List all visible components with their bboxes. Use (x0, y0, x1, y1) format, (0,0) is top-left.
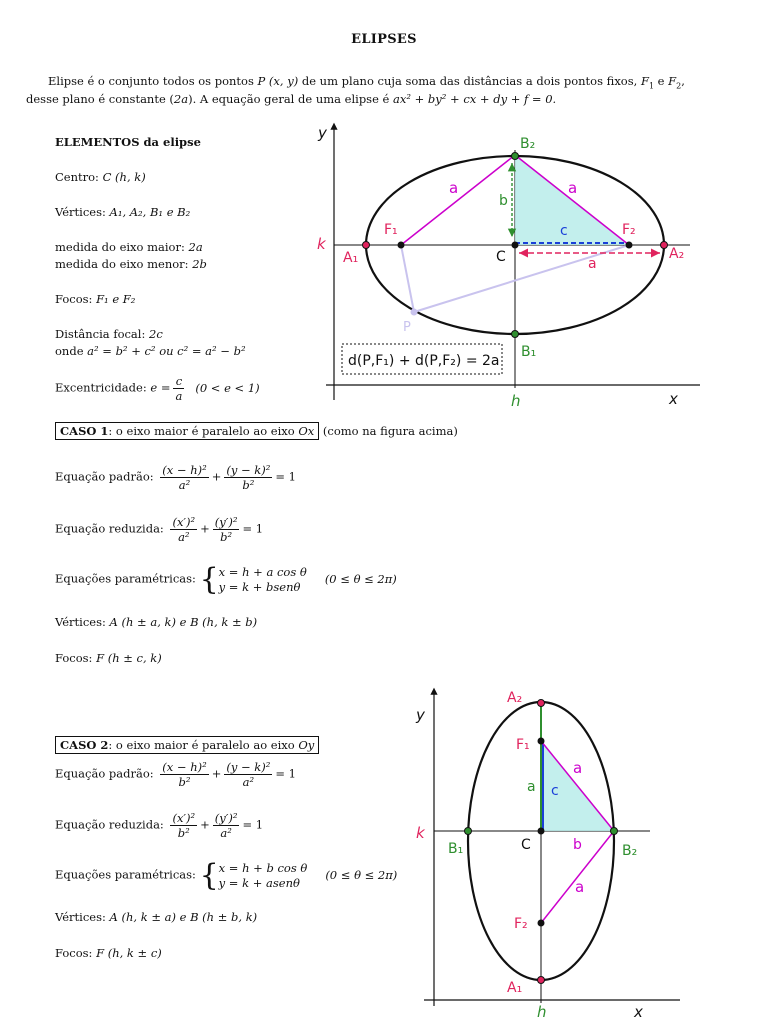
vertex-a1 (363, 242, 370, 249)
caso2-vertices: Vértices: A (h, k ± a) e B (h ± b, k) (55, 910, 258, 924)
fig2-b1-label: B₁ (448, 841, 464, 857)
caso1-eq-parametricas: Equações paramétricas: { x = h + a cos θ y = k + bsenθ (0 ≤ θ ≤ 2π) (55, 562, 397, 597)
caso1-focos: Focos: F (h ± c, k) (55, 651, 162, 665)
fig1-y-label: y (318, 124, 327, 142)
ellipse-figure-vertical (405, 680, 695, 1022)
onde-line: onde a² = b² + c² ou c² = a² − b² (55, 344, 246, 358)
intro-text: de um plano cuja soma das distâncias a dois pontos fixos, (298, 74, 641, 88)
intro-text: Elipse é o conjunto todos os pontos (48, 74, 258, 88)
vertex-a2 (661, 242, 668, 249)
caso1-eq-reduzida: Equação reduzida: $\frac{\text{(x′)²}}{\text{a²}}$ + $\frac{\text{(y′)²}}{\text{b²}}$ = 1 (55, 515, 264, 544)
fig2-a-green-label: a (527, 779, 536, 795)
center-c (512, 242, 519, 249)
fig1-c-label: C (496, 249, 506, 265)
focus-f2 (626, 242, 633, 249)
focus-f1 (398, 242, 405, 249)
fig2-focus-f1 (538, 738, 545, 745)
fig1-a-right-label: a (568, 179, 578, 197)
fig1-a-dashed-label: a (588, 256, 597, 272)
b2f1-segment (401, 155, 515, 245)
fig1-f1-label: F₁ (384, 222, 398, 238)
intro-text: , desse plano é constante ( (26, 74, 685, 106)
intro-paragraph: Elipse é o conjunto todos os pontos P (x, y) de um plano cuja soma das distâncias a dois pontos fixos, $F_1$ e $F_2$, desse plano é constante (2a). A equação geral de uma elipse é ax² + by² + cx + dy + f = 0. (26, 74, 685, 106)
fig2-a-upper-label: a (573, 759, 583, 777)
intro-focus2: F (668, 74, 677, 88)
fig1-b1-label: B₁ (521, 344, 537, 360)
fig2-c-label: C (521, 837, 531, 853)
fig2-a2-label: A₂ (507, 690, 523, 706)
excentricidade-line: Excentricidade: e = $\frac{c}{a}$ (0 < e < 1) (55, 374, 260, 403)
caso2-eq-reduzida: Equação reduzida: $\frac{\text{(x′)²}}{\text{b²}}$ + $\frac{\text{(y′)²}}{\text{a²}}$ = 1 (55, 811, 264, 840)
intro-point: P (x, y) (257, 74, 299, 88)
caso1-eq-padrao: Equação padrão: $\frac{\text{(x − h)²}}{\text{a²}}$ + $\frac{\text{(y − k)²}}{\text{b²}}$ = 1 (55, 463, 296, 492)
fig2-vertex-b1 (465, 828, 472, 835)
fig2-vertex-b2 (611, 828, 618, 835)
caso2-eq-parametricas: Equações paramétricas: { x = h + b cos θ y = k + asenθ (0 ≤ θ ≤ 2π) (55, 858, 398, 893)
intro-general-equation: ax² + by² + cx + dy + f = 0. (393, 92, 557, 106)
intro-focus1: F (640, 74, 649, 88)
fig2-a1-label: A₁ (507, 980, 523, 996)
caso2-heading: CASO 2: o eixo maior é paralelo ao eixo Oy (55, 738, 319, 752)
caso2-eq-padrao: Equação padrão: $\frac{\text{(x − h)²}}{\text{b²}}$ + $\frac{\text{(y − k)²}}{\text{a²}}$ = 1 (55, 760, 296, 789)
vertex-b2 (512, 153, 519, 160)
vertices-line: Vértices: A₁, A₂, B₁ e B₂ (55, 205, 191, 219)
fig2-h-label: h (537, 1003, 547, 1021)
ellipse-figure-horizontal (300, 115, 720, 415)
fig1-p-label: P (403, 320, 411, 335)
pf1-segment (401, 245, 414, 312)
eixo-menor-line: medida do eixo menor: 2b (55, 257, 207, 271)
fig1-k-label: k (317, 235, 326, 253)
fig1-c-seg-label: c (560, 223, 568, 239)
fig2-focus-f2 (538, 920, 545, 927)
fig2-b2-label: B₂ (622, 843, 638, 859)
fig2-k-label: k (416, 824, 425, 842)
elements-heading: ELEMENTOS da elipse (55, 135, 201, 149)
page-title: ELIPSES (351, 32, 417, 47)
fig2-vertex-a1 (538, 977, 545, 984)
dist-focal-line: Distância focal: 2c (55, 327, 163, 341)
fig2-center-c (538, 828, 545, 835)
fig1-a2-label: A₂ (669, 246, 685, 262)
fig1-h-label: h (511, 392, 521, 410)
fig2-f2-label: F₂ (514, 916, 528, 932)
centro-line: Centro: C (h, k) (55, 170, 146, 184)
fig2-x-label: x (634, 1003, 643, 1021)
intro-text: ). A equação geral de uma elipse é (188, 92, 394, 106)
caso1-vertices: Vértices: A (h ± a, k) e B (h, k ± b) (55, 615, 258, 629)
fig1-b2-label: B₂ (520, 136, 536, 152)
eixo-maior-line: medida do eixo maior: 2a (55, 240, 203, 254)
fig2-f1-label: F₁ (516, 737, 530, 753)
fig1-x-label: x (669, 390, 678, 408)
fig2-a-lower-label: a (575, 878, 585, 896)
fig2-vertex-a2 (538, 700, 545, 707)
pf2-segment (414, 245, 629, 312)
caso1-heading: CASO 1: o eixo maior é paralelo ao eixo Ox (como na figura acima) (55, 424, 458, 438)
fig1-a1-label: A₁ (343, 250, 359, 266)
caso2-focos: Focos: F (h, k ± c) (55, 946, 162, 960)
fig1-f2-label: F₂ (622, 222, 636, 238)
formula-text: d(P,F₁) + d(P,F₂) = 2a (348, 353, 500, 369)
point-p (411, 309, 418, 316)
fig1-a-left-label: a (449, 179, 459, 197)
vertex-b1 (512, 331, 519, 338)
fig2-c-blue-label: c (551, 783, 559, 799)
focos-line: Focos: F₁ e F₂ (55, 292, 136, 306)
intro-2a: 2a (173, 92, 189, 106)
fig2-y-label: y (416, 706, 425, 724)
intro-text: e (654, 74, 669, 88)
fig1-b-label: b (499, 193, 508, 209)
fig2-b-label: b (573, 837, 582, 853)
